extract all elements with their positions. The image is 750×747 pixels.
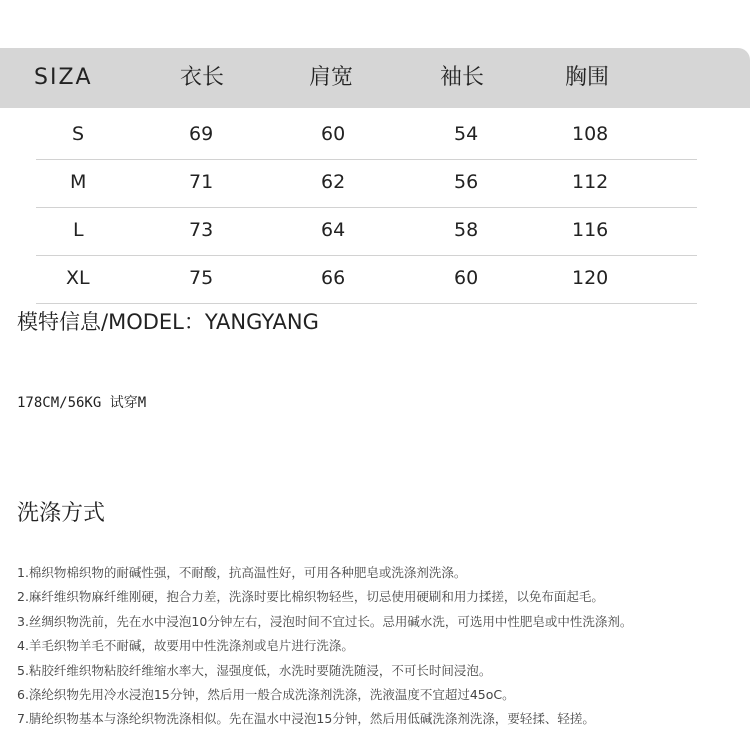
column-header-length: 衣长 xyxy=(180,65,225,90)
chest-value: 116 xyxy=(572,219,609,241)
column-header-chest: 胸围 xyxy=(565,65,610,90)
list-item: 7.腈纶织物基本与涤纶织物洗涤相似。先在温水中浸泡15分钟，然后用低碱洗涤剂洗涤，要轻揉、轻搓。 xyxy=(17,711,595,727)
chest-value: 108 xyxy=(572,123,609,145)
sleeve-value: 60 xyxy=(454,267,479,289)
table-row xyxy=(36,206,697,256)
shoulder-value: 62 xyxy=(321,171,346,193)
list-item: 2.麻纤维织物麻纤维刚硬，抱合力差，洗涤时要比棉织物轻些，切忌使用硬刷和用力揉搓，以免布面起毛。 xyxy=(17,589,604,605)
sleeve-value: 58 xyxy=(454,219,479,241)
list-item: 4.羊毛织物羊毛不耐碱，故要用中性洗涤剂或皂片进行洗涤。 xyxy=(17,638,354,654)
length-value: 71 xyxy=(189,171,214,193)
shoulder-value: 64 xyxy=(321,219,346,241)
chest-value: 112 xyxy=(572,171,609,193)
shoulder-value: 66 xyxy=(321,267,346,289)
table-row xyxy=(36,158,697,208)
size-label: M xyxy=(70,171,87,193)
list-item: 6.涤纶织物先用冷水浸泡15分钟，然后用一般合成洗涤剂洗涤，洗液温度不宜超过45oC。 xyxy=(17,686,515,702)
sleeve-value: 54 xyxy=(454,123,479,145)
list-item: 5.粘胶纤维织物粘胶纤维缩水率大，湿强度低，水洗时要随洗随浸，不可长时间浸泡。 xyxy=(17,662,492,678)
list-item: 1.棉织物棉织物的耐碱性强，不耐酸，抗高温性好，可用各种肥皂或洗涤剂洗涤。 xyxy=(17,565,467,580)
column-header-shoulder: 肩宽 xyxy=(309,65,354,90)
length-value: 75 xyxy=(189,267,214,289)
length-value: 69 xyxy=(189,123,214,145)
column-header-sleeve: 袖长 xyxy=(440,65,485,90)
size-label: S xyxy=(72,123,85,145)
model-info: 模特信息/MODEL：YANGYANG xyxy=(17,310,319,334)
chest-value: 120 xyxy=(572,267,609,289)
size-chart-header xyxy=(0,48,750,108)
column-header-size: SIZA xyxy=(34,65,93,90)
sleeve-value: 56 xyxy=(454,171,479,193)
shoulder-value: 60 xyxy=(321,123,346,145)
length-value: 73 xyxy=(189,219,214,241)
model-spec: 178CM/56KG 试穿M xyxy=(17,395,147,411)
size-label: L xyxy=(73,219,84,241)
size-label: XL xyxy=(66,267,90,289)
table-row xyxy=(36,254,697,304)
table-row xyxy=(36,110,697,160)
washing-title: 洗涤方式 xyxy=(17,501,106,526)
washing-instructions-list xyxy=(17,561,737,732)
list-item: 3.丝绸织物洗前，先在水中浸泡10分钟左右，浸泡时间不宜过长。忌用碱水洗，可选用中性肥皂或中性洗涤剂。 xyxy=(17,613,633,629)
